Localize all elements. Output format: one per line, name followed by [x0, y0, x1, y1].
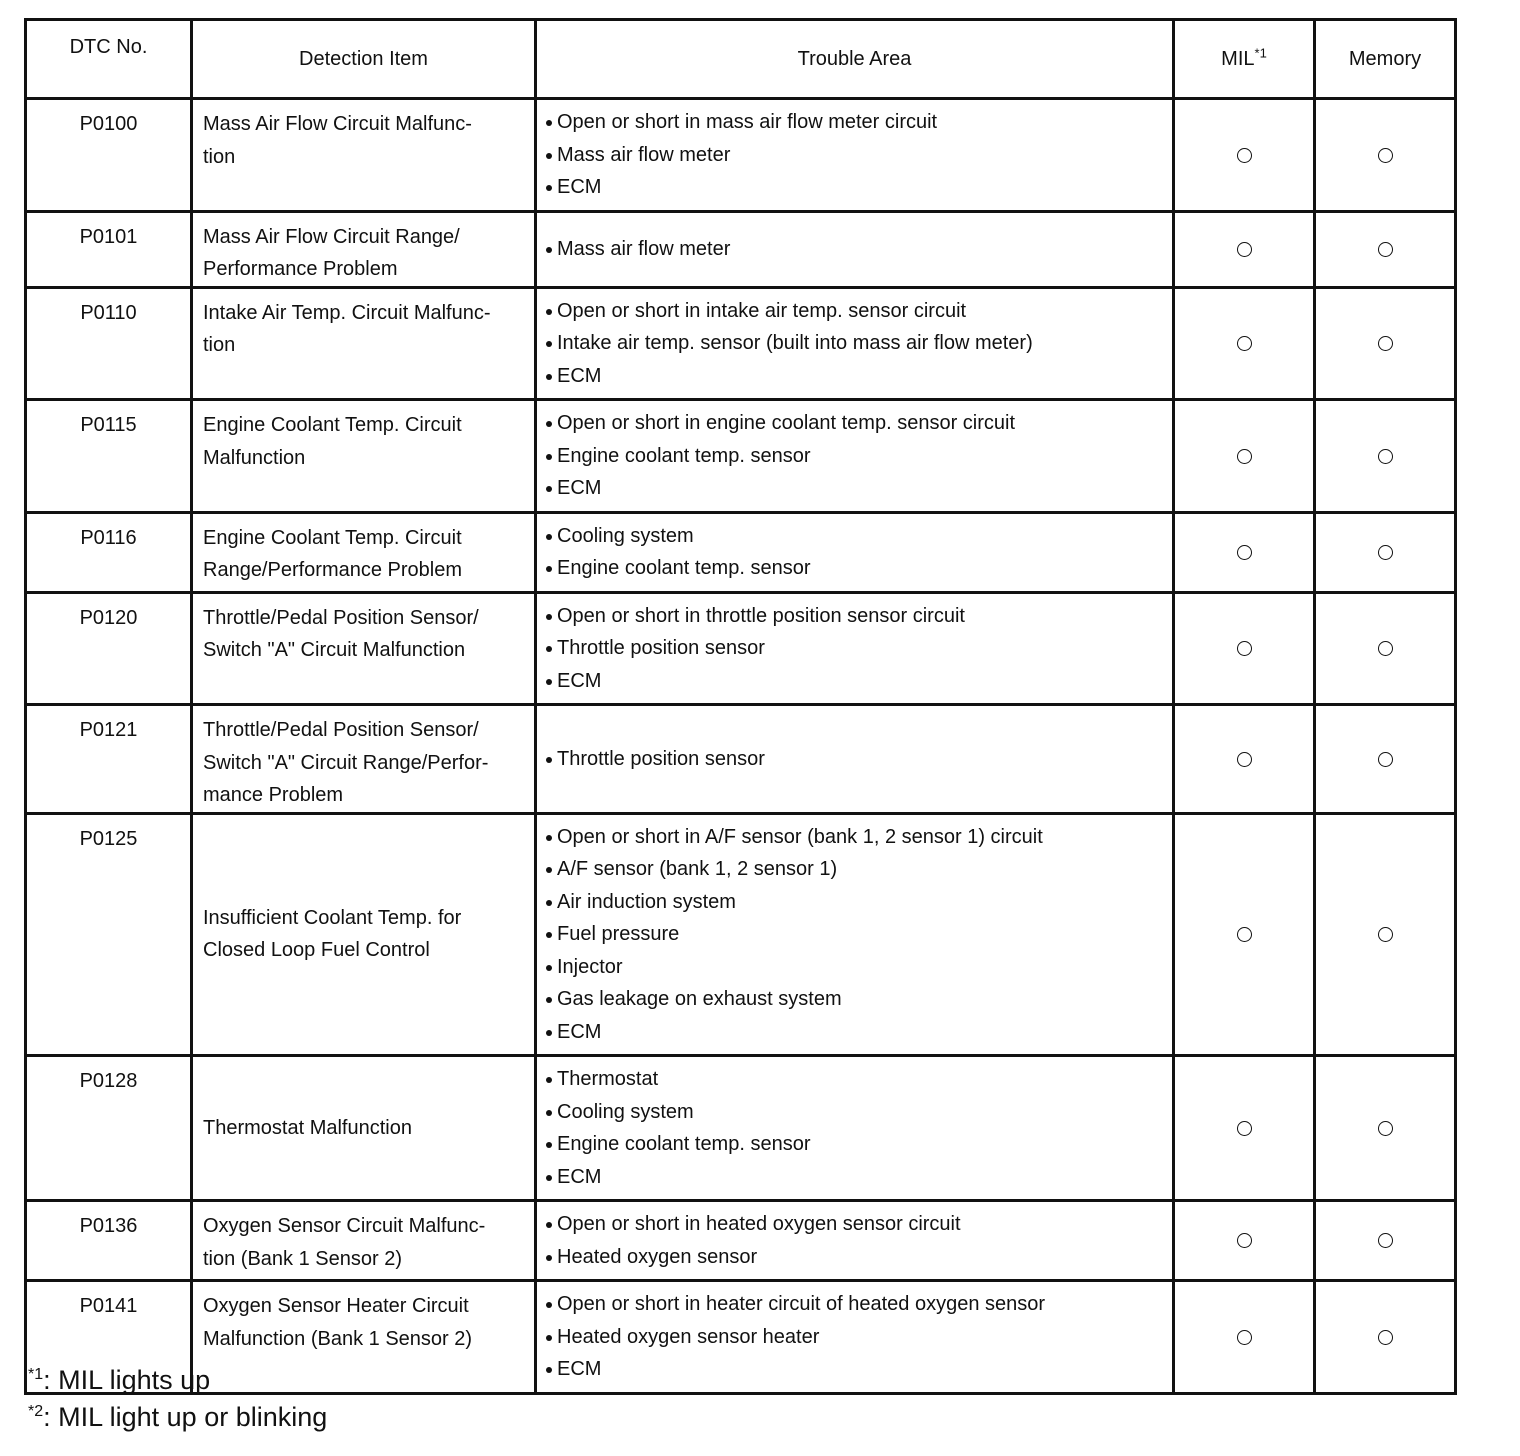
- circle-icon: [1237, 242, 1252, 257]
- circle-icon: [1237, 336, 1252, 351]
- trouble-area-item: Thermostat: [545, 1063, 1166, 1096]
- detection-item: Oxygen Sensor Heater Circuit Malfunction (Bank 1 Sensor 2): [192, 1281, 536, 1394]
- footnote-text: : MIL lights up: [43, 1365, 211, 1395]
- circle-icon: [1378, 1330, 1393, 1345]
- memory-indicator: [1315, 99, 1456, 212]
- trouble-area: [536, 512, 1174, 592]
- trouble-area: [536, 400, 1174, 513]
- circle-icon: [1237, 641, 1252, 656]
- trouble-area-item: Mass air flow meter: [545, 139, 1166, 172]
- trouble-area-list: [545, 520, 1166, 585]
- mil-indicator: [1174, 1281, 1315, 1394]
- trouble-area-item: Heated oxygen sensor: [545, 1241, 1166, 1274]
- dtc-code: P0125: [26, 813, 192, 1056]
- circle-icon: [1378, 449, 1393, 464]
- memory-indicator: [1315, 705, 1456, 814]
- trouble-area-item: Gas leakage on exhaust system: [545, 983, 1166, 1016]
- trouble-area: [536, 1056, 1174, 1201]
- trouble-area: [536, 705, 1174, 814]
- trouble-area-list: [545, 743, 1166, 776]
- trouble-area-item: Open or short in mass air flow meter circuit: [545, 106, 1166, 139]
- header-detection-item: Detection Item: [192, 20, 536, 99]
- detection-item: Thermostat Malfunction: [192, 1056, 536, 1201]
- trouble-area-item: Open or short in heater circuit of heated oxygen sensor: [545, 1288, 1166, 1321]
- trouble-area-item: Engine coolant temp. sensor: [545, 440, 1166, 473]
- memory-indicator: [1315, 512, 1456, 592]
- table-row: [26, 400, 1456, 513]
- footnote-1: [28, 1362, 327, 1399]
- mil-indicator: [1174, 1201, 1315, 1281]
- mil-indicator: [1174, 705, 1315, 814]
- circle-icon: [1237, 449, 1252, 464]
- trouble-area-list: [545, 821, 1166, 1049]
- mil-indicator: [1174, 512, 1315, 592]
- header-row: [26, 20, 1456, 99]
- trouble-area-item: ECM: [545, 1161, 1166, 1194]
- circle-icon: [1378, 641, 1393, 656]
- table-row: [26, 813, 1456, 1056]
- dtc-code: P0120: [26, 592, 192, 705]
- trouble-area-item: Open or short in heated oxygen sensor circuit: [545, 1208, 1166, 1241]
- trouble-area-list: [545, 106, 1166, 204]
- trouble-area-item: ECM: [545, 1016, 1166, 1049]
- memory-indicator: [1315, 1201, 1456, 1281]
- table-row: [26, 1056, 1456, 1201]
- circle-icon: [1237, 927, 1252, 942]
- trouble-area-list: [545, 1063, 1166, 1193]
- table-row: [26, 1201, 1456, 1281]
- memory-indicator: [1315, 400, 1456, 513]
- header-mil: [1174, 20, 1315, 99]
- circle-icon: [1378, 242, 1393, 257]
- dtc-code: P0141: [26, 1281, 192, 1394]
- trouble-area-item: Injector: [545, 951, 1166, 984]
- dtc-code: P0100: [26, 99, 192, 212]
- dtc-code: P0136: [26, 1201, 192, 1281]
- trouble-area-item: Throttle position sensor: [545, 632, 1166, 665]
- trouble-area-list: [545, 1208, 1166, 1273]
- detection-item: Engine Coolant Temp. Circuit Malfunction: [192, 400, 536, 513]
- footnote-mark: *2: [28, 1403, 44, 1420]
- trouble-area: [536, 99, 1174, 212]
- circle-icon: [1378, 752, 1393, 767]
- trouble-area-item: Engine coolant temp. sensor: [545, 1128, 1166, 1161]
- circle-icon: [1237, 1233, 1252, 1248]
- dtc-code: P0116: [26, 512, 192, 592]
- header-dtc-no: DTC No.: [26, 20, 192, 99]
- trouble-area-item: Air induction system: [545, 886, 1166, 919]
- circle-icon: [1378, 545, 1393, 560]
- detection-item: Mass Air Flow Circuit Range/ Performance Problem: [192, 211, 536, 287]
- header-memory: Memory: [1315, 20, 1456, 99]
- header-trouble-area: Trouble Area: [536, 20, 1174, 99]
- circle-icon: [1378, 927, 1393, 942]
- circle-icon: [1237, 545, 1252, 560]
- trouble-area-list: [545, 600, 1166, 698]
- trouble-area: [536, 211, 1174, 287]
- detection-item: Insufficient Coolant Temp. for Closed Loop Fuel Control: [192, 813, 536, 1056]
- memory-indicator: [1315, 211, 1456, 287]
- circle-icon: [1378, 1121, 1393, 1136]
- detection-item: Oxygen Sensor Circuit Malfunc- tion (Bank 1 Sensor 2): [192, 1201, 536, 1281]
- dtc-table-body: [26, 99, 1456, 1394]
- table-row: [26, 512, 1456, 592]
- detection-item: Mass Air Flow Circuit Malfunc- tion: [192, 99, 536, 212]
- detection-item: Throttle/Pedal Position Sensor/ Switch "A" Circuit Range/Perfor- mance Problem: [192, 705, 536, 814]
- detection-item: Engine Coolant Temp. Circuit Range/Performance Problem: [192, 512, 536, 592]
- trouble-area-item: Heated oxygen sensor heater: [545, 1321, 1166, 1354]
- trouble-area-item: ECM: [545, 665, 1166, 698]
- mil-indicator: [1174, 1056, 1315, 1201]
- table-row: [26, 592, 1456, 705]
- circle-icon: [1237, 752, 1252, 767]
- trouble-area-item: Engine coolant temp. sensor: [545, 552, 1166, 585]
- trouble-area-item: A/F sensor (bank 1, 2 sensor 1): [545, 853, 1166, 886]
- memory-indicator: [1315, 1281, 1456, 1394]
- circle-icon: [1237, 1330, 1252, 1345]
- memory-indicator: [1315, 813, 1456, 1056]
- circle-icon: [1378, 1233, 1393, 1248]
- table-row: [26, 99, 1456, 212]
- trouble-area-item: Mass air flow meter: [545, 233, 1166, 266]
- trouble-area-item: ECM: [545, 360, 1166, 393]
- table-row: [26, 287, 1456, 400]
- dtc-code: P0115: [26, 400, 192, 513]
- trouble-area-item: ECM: [545, 171, 1166, 204]
- circle-icon: [1237, 1121, 1252, 1136]
- mil-indicator: [1174, 400, 1315, 513]
- footnotes: [28, 1362, 327, 1436]
- trouble-area-list: [545, 1288, 1166, 1386]
- trouble-area-item: Open or short in intake air temp. sensor circuit: [545, 295, 1166, 328]
- footnote-text: : MIL light up or blinking: [43, 1402, 328, 1432]
- trouble-area-item: ECM: [545, 1353, 1166, 1386]
- trouble-area-list: [545, 233, 1166, 266]
- trouble-area: [536, 813, 1174, 1056]
- dtc-table: [24, 18, 1457, 1395]
- footnote-mark: *1: [28, 1366, 44, 1383]
- trouble-area-item: Open or short in A/F sensor (bank 1, 2 sensor 1) circuit: [545, 821, 1166, 854]
- header-mil-label: MIL: [1221, 48, 1255, 70]
- footnote-2: [28, 1399, 327, 1436]
- dtc-code: P0110: [26, 287, 192, 400]
- mil-indicator: [1174, 592, 1315, 705]
- circle-icon: [1378, 148, 1393, 163]
- trouble-area: [536, 1281, 1174, 1394]
- circle-icon: [1237, 148, 1252, 163]
- mil-indicator: [1174, 287, 1315, 400]
- trouble-area-item: Open or short in engine coolant temp. sensor circuit: [545, 407, 1166, 440]
- trouble-area-list: [545, 295, 1166, 393]
- dtc-code: P0101: [26, 211, 192, 287]
- circle-icon: [1378, 336, 1393, 351]
- header-mil-footnote-mark: *1: [1254, 45, 1267, 61]
- trouble-area: [536, 1201, 1174, 1281]
- dtc-code: P0121: [26, 705, 192, 814]
- detection-item: Intake Air Temp. Circuit Malfunc- tion: [192, 287, 536, 400]
- table-row: [26, 705, 1456, 814]
- trouble-area-item: Open or short in throttle position sensor circuit: [545, 600, 1166, 633]
- trouble-area: [536, 592, 1174, 705]
- trouble-area-list: [545, 407, 1166, 505]
- memory-indicator: [1315, 1056, 1456, 1201]
- dtc-code: P0128: [26, 1056, 192, 1201]
- trouble-area-item: Throttle position sensor: [545, 743, 1166, 776]
- trouble-area-item: Intake air temp. sensor (built into mass air flow meter): [545, 327, 1166, 360]
- mil-indicator: [1174, 99, 1315, 212]
- trouble-area-item: Cooling system: [545, 520, 1166, 553]
- table-row: [26, 211, 1456, 287]
- mil-indicator: [1174, 813, 1315, 1056]
- trouble-area-item: ECM: [545, 472, 1166, 505]
- mil-indicator: [1174, 211, 1315, 287]
- trouble-area: [536, 287, 1174, 400]
- memory-indicator: [1315, 287, 1456, 400]
- trouble-area-item: Fuel pressure: [545, 918, 1166, 951]
- detection-item: Throttle/Pedal Position Sensor/ Switch "A" Circuit Malfunction: [192, 592, 536, 705]
- memory-indicator: [1315, 592, 1456, 705]
- trouble-area-item: Cooling system: [545, 1096, 1166, 1129]
